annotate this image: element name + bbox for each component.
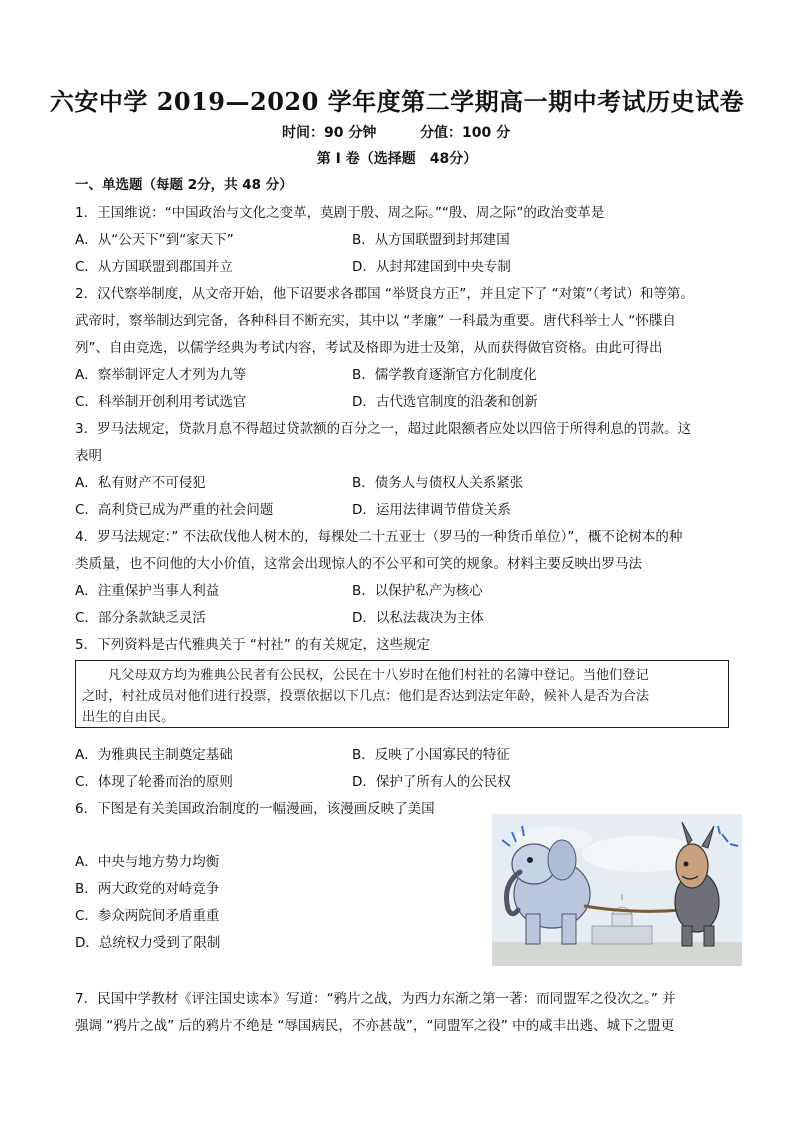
- exam-time: 时间：90 分钟: [282, 125, 377, 141]
- tug-of-war-cartoon-icon: [492, 814, 742, 966]
- q6-option-a: A．中央与地方势力均衡: [75, 854, 220, 870]
- q1-option-d: D．从封邦建国到中央专制: [352, 259, 511, 275]
- q2-stem-line-1: 2．汉代察举制度，从文帝开始，他下诏要求各郡国 “举贤良方正”，并且定下了 “对策”（考试）和等第。: [75, 286, 694, 302]
- q1-option-b: B．从方国联盟到封邦建国: [352, 232, 510, 248]
- q4-option-d: D．以私法裁决为主体: [352, 610, 484, 626]
- q5-stem: 5．下列资料是古代雅典关于 “村社” 的有关规定，这些规定: [75, 637, 431, 653]
- q4-option-a: A．注重保护当事人利益: [75, 583, 220, 599]
- q3-stem-line-2: 表明: [75, 448, 102, 464]
- q4-stem-line-1: 4．罗马法规定：” 不法砍伐他人树木的，每棵处二十五亚士（罗马的一种货币单位）”，概不论树本的种: [75, 529, 683, 545]
- q5-option-d: D．保护了所有人的公民权: [352, 774, 511, 790]
- q4-stem-line-2: 类质量，也不问他的大小价值，这常会出现惊人的不公平和可笑的规象。材料主要反映出罗马法: [75, 556, 642, 572]
- q6-option-d: D．总统权力受到了限制: [75, 935, 221, 951]
- q2-option-c: C．科举制开创利用考试选官: [75, 394, 247, 410]
- q5-quote-line-2: 之时，村社成员对他们进行投票，投票依据以下几点：他们是否达到法定年龄，候补人是否为合法: [82, 689, 650, 704]
- q3-stem-line-1: 3．罗马法规定，贷款月息不得超过贷款额的百分之一，超过此限额者应处以四倍于所得利息的罚款。这: [75, 421, 692, 437]
- q5-quote-line-1: 凡父母双方均为雅典公民者有公民权，公民在十八岁时在他们村社的名簿中登记。当他们登记: [108, 668, 649, 683]
- q5-option-c: C．体现了轮番而治的原则: [75, 774, 233, 790]
- q5-option-b: B．反映了小国寡民的特征: [352, 747, 510, 763]
- page-title: 六安中学 2019—2020 学年度第二学期高一期中考试历史试卷: [49, 87, 745, 116]
- q2-option-d: D．古代选官制度的沿袭和创新: [352, 394, 538, 410]
- q3-option-d: D．运用法律调节借贷关系: [352, 502, 511, 518]
- q5-quote-line-3: 出生的自由民。: [82, 710, 175, 725]
- q1-stem: 1．王国维说：“中国政治与文化之变革，莫剧于殷、周之际。”“殷、周之际”的政治变革是: [75, 205, 605, 221]
- q2-option-b: B．儒学教育逐渐官方化制度化: [352, 367, 537, 383]
- q7-stem-line-2: 强调 “鸦片之战” 后的鸦片不绝是 “辱国病民，不亦甚哉”，“同盟军之役” 中的咸丰出逃、城下之盟更: [75, 1018, 675, 1034]
- q3-option-b: B．债务人与债权人关系紧张: [352, 475, 524, 491]
- q6-stem: 6．下图是有关美国政治制度的一幅漫画，该漫画反映了美国: [75, 801, 435, 817]
- q5-source-quote: [75, 660, 729, 728]
- section-title: 第 I 卷（选择题 48分）: [316, 151, 478, 167]
- q4-option-b: B．以保护私产为核心: [352, 583, 483, 599]
- part-heading: 一、单选题（每题 2分，共 48 分）: [75, 177, 293, 193]
- q7-stem-line-1: 7．民国中学教材《评注国史读本》写道：“鸦片之战，为西力东渐之第一著：而同盟军之役次之。” 并: [75, 991, 676, 1007]
- q5-option-a: A．为雅典民主制奠定基础: [75, 747, 233, 763]
- q3-option-a: A．私有财产不可侵犯: [75, 475, 206, 491]
- q1-option-c: C．从方国联盟到郡国并立: [75, 259, 233, 275]
- q6-option-c: C．参众两院间矛盾重重: [75, 908, 220, 924]
- q4-option-c: C．部分条款缺乏灵活: [75, 610, 206, 626]
- q2-option-a: A．察举制评定人才列为九等: [75, 367, 247, 383]
- q3-option-c: C．高利贷已成为严重的社会问题: [75, 502, 274, 518]
- q1-option-a: A．从“公天下”到“家天下”: [75, 232, 234, 248]
- q2-stem-line-2: 武帝时，察举制达到完备，各种科目不断充实，其中以 “孝廉” 一科最为重要。唐代科举士人 “怀牒自: [75, 313, 676, 329]
- q6-option-b: B．两大政党的对峙竞争: [75, 881, 220, 897]
- q2-stem-line-3: 列”、自由竞选，以儒学经典为考试内容，考试及格即为进士及第，从而获得做官资格。由此可得出: [75, 340, 663, 356]
- exam-score: 分值：100 分: [420, 125, 511, 141]
